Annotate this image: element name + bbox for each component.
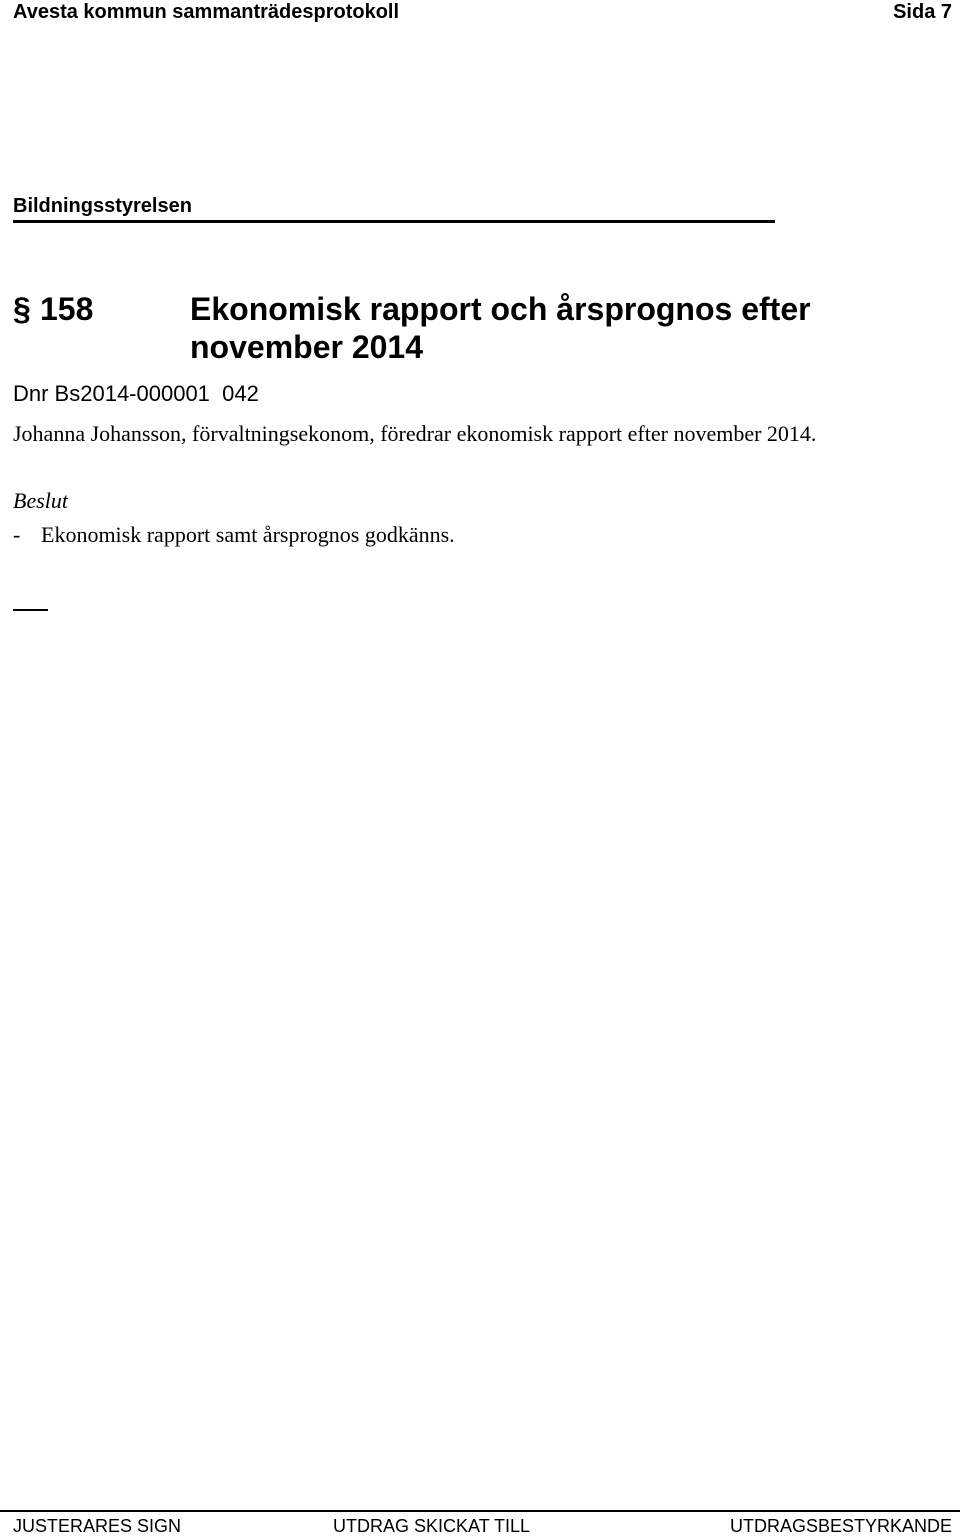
list-bullet: -: [13, 522, 21, 547]
document-header-title: Avesta kommun sammanträdesprotokoll: [13, 1, 400, 23]
section-symbol: §: [13, 291, 31, 327]
section-end-rule: [13, 609, 48, 611]
decision-item: [13, 521, 455, 549]
footer-sent-to-label: UTDRAG SKICKAT TILL: [333, 1516, 531, 1536]
section-number: 158: [40, 291, 94, 327]
presenter-paragraph: Johanna Johansson, förvaltningsekonom, föredrar ekonomisk rapport efter november 2014.: [13, 421, 817, 446]
section-title: Ekonomisk rapport och årsprognos efter november 2014: [190, 291, 811, 365]
board-name: Bildningsstyrelsen: [13, 195, 192, 217]
decision-heading: Beslut: [13, 488, 68, 513]
case-number: Dnr Bs2014-000001 042: [13, 381, 259, 406]
footer-signature-label: JUSTERARES SIGN: [13, 1516, 182, 1536]
footer-rule: [0, 1510, 960, 1512]
board-underline: [13, 220, 775, 223]
decision-text: Ekonomisk rapport samt årsprognos godkänns.: [41, 522, 455, 547]
footer-certification-label: UTDRAGSBESTYRKANDE: [729, 1516, 952, 1536]
page-number: Sida 7: [893, 1, 952, 23]
